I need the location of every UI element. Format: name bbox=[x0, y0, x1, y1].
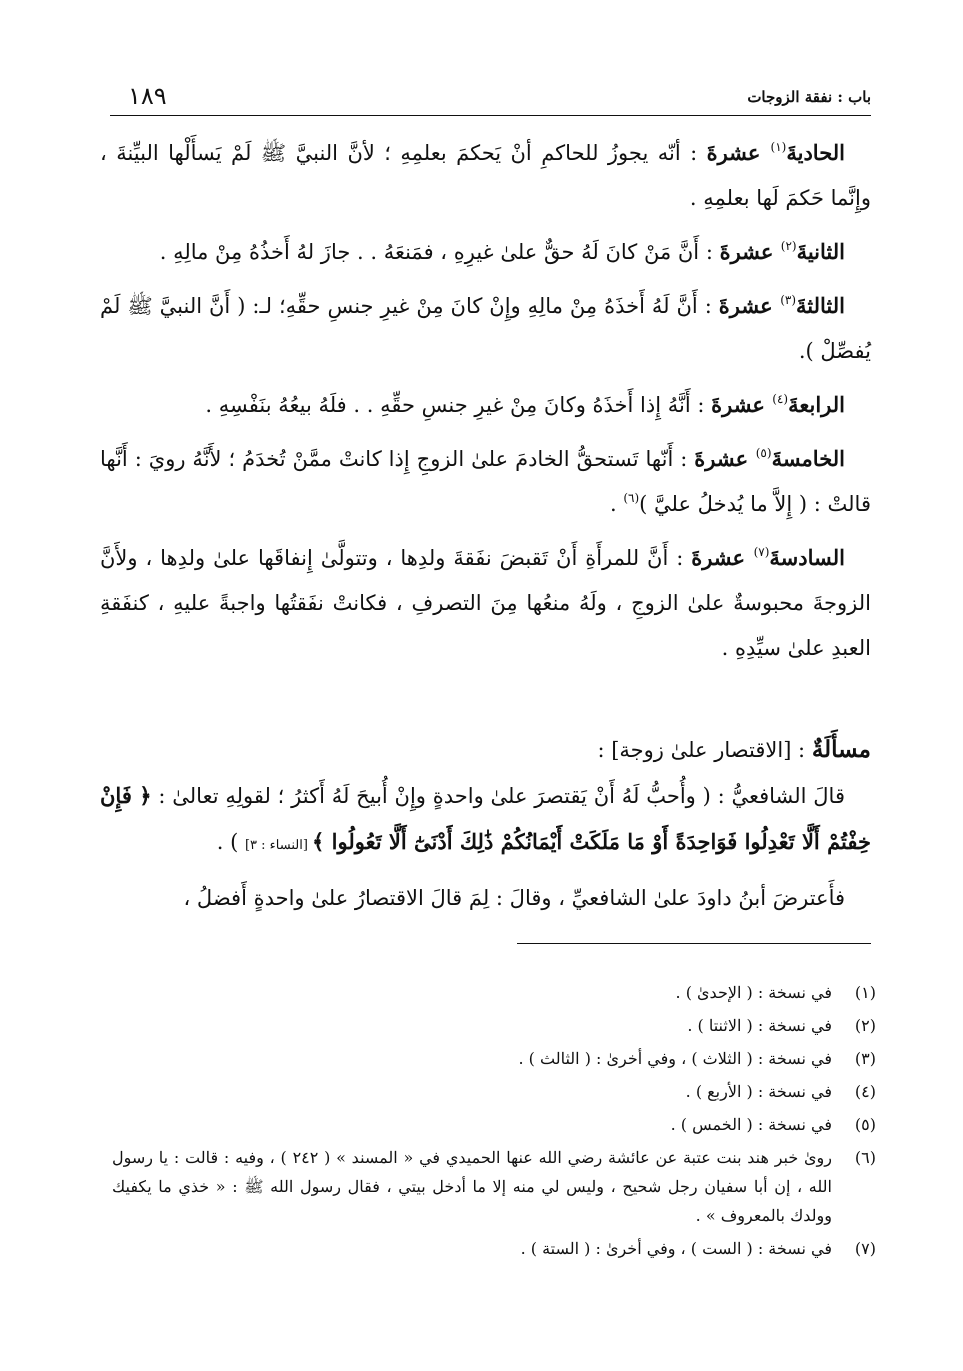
paragraph-text: : أنّه يجوزُ للحاكمِ أنْ يَحكمَ بعلمِهِ ؛ لأنَّ النبيَّ ﷺ لَمْ يَسأَلْها البيِّنةَ ، وإِنَّما حَكمَ لَها بعلمِهِ . bbox=[100, 141, 871, 210]
footnote-text: روىٰ خبر هند بنت عتبة عن عائشة رضي الله عنها الحميدي في « المسند » ( ٢٤٢ ) ، وفيه : قالت : يا رسول الله ، إن أبا سفيان رجل شحيح ، وليس لي منه إلا ما أدخل بيتي ، فقال رسول الله ﷺ : « خذي ما يكفيك وولدك بالمعروف » . bbox=[112, 1148, 832, 1225]
objection-paragraph bbox=[100, 876, 871, 921]
footnote-3 bbox=[112, 1044, 876, 1073]
masala-heading bbox=[100, 727, 871, 773]
paragraph-text: : أَنَّ لَهُ أَخذَهُ مِنْ مالِهِ وإِنْ كانَ مِنْ غيرِ جنسِ حقِّهِ؛ لـ: ( أَنَّ النبيَّ ﷺ لَمْ يُفصِّلْ ). bbox=[100, 294, 871, 363]
footnote-7 bbox=[112, 1234, 876, 1263]
footnote-1 bbox=[112, 978, 876, 1007]
footnote-number: (٧) bbox=[854, 1239, 876, 1258]
paragraph-lead-ashara: عشرةَ bbox=[719, 239, 781, 264]
paragraph-lead: الخامسةَ bbox=[771, 446, 845, 471]
paragraph-text: : أَنَّ للمرأَةِ أَنْ تَقبضَ نفَقةَ ولدِها ، وتتولَّىٰ إِنفاقَها علىٰ ولدِها ، ولأَنَّ الزوجةَ محبوسةٌ علىٰ الزوجِ ، ولَهُ منعُها مِنَ التصرفِ ، فكانتْ نفَقتُها واجبةً عليهِ ، كنفَقةِ العبدِ علىٰ سيِّدِهِ . bbox=[100, 546, 871, 660]
footnote-marker[interactable]: (٦) bbox=[623, 491, 640, 505]
paragraph-lead: الحاديةَ bbox=[786, 140, 845, 165]
paragraph-text: : أَنَّهُ إِذا أَخذَهُ وكانَ مِنْ غيرِ جنسِ حقِّهِ . . فلَهُ بيعُهُ بنَفْسِهِ . bbox=[205, 393, 712, 417]
page-header bbox=[110, 78, 871, 116]
objection-text: فأَعترضَ أبنُ داودَ علىٰ الشافعيِّ ، وقالَ : لِمَ قالَ الاقتصارُ علىٰ واحدةٍ أَفضلُ ، bbox=[183, 886, 845, 910]
paragraph-lead-ashara: عشرةَ bbox=[691, 545, 754, 570]
footnote-text: في نسخة : ( الأربع ) . bbox=[685, 1082, 832, 1101]
footnote-number: (١) bbox=[854, 983, 876, 1002]
shafii-tail: ) . bbox=[216, 830, 245, 854]
footnote-marker[interactable]: (٥) bbox=[755, 446, 772, 460]
footnote-marker[interactable]: (٧) bbox=[753, 545, 770, 559]
paragraph-15 bbox=[100, 436, 871, 527]
footnote-marker[interactable]: (٢) bbox=[780, 239, 797, 253]
verse-reference: [النساء : ٣] bbox=[244, 838, 313, 853]
footnotes bbox=[112, 978, 876, 1267]
paragraph-lead-ashara: عشرةَ bbox=[718, 293, 781, 318]
masala-title: : [الاقتصار علىٰ زوجة] : bbox=[597, 738, 812, 762]
footnote-number: (٥) bbox=[854, 1115, 876, 1134]
footnote-number: (٤) bbox=[854, 1082, 876, 1101]
quran-verse: ﴿ فَإِنْ خِفْتُمْ أَلَّا تَعْدِلُوا فَوَاحِدَةً أَوْ مَا مَلَكَتْ أَيْمَانُكُمْ ذَٰلِكَ أَدْنَىٰٓ أَلَّا تَعُولُوا ﴾ bbox=[100, 783, 871, 854]
footnote-text: في نسخة : ( الإحدىٰ ) . bbox=[675, 983, 832, 1002]
footnote-number: (٦) bbox=[854, 1148, 876, 1167]
footnote-marker[interactable]: (٣) bbox=[780, 293, 797, 307]
page-number: ١٨٩ bbox=[128, 82, 167, 110]
footnote-number: (٣) bbox=[854, 1049, 876, 1068]
paragraph-lead-ashara: عشرةَ bbox=[706, 140, 771, 165]
footnote-2 bbox=[112, 1011, 876, 1040]
footnote-text: في نسخة : ( الثلاث ) ، وفي أخرىٰ : ( الثالث ) . bbox=[518, 1049, 832, 1068]
running-title: باب : نفقة الزوجات bbox=[747, 88, 871, 106]
main-text bbox=[100, 130, 871, 929]
paragraph-12 bbox=[100, 229, 871, 275]
masala-label: مسأَلَةٌ bbox=[811, 736, 871, 763]
paragraph-lead: السادسةَ bbox=[769, 545, 845, 570]
header-rule bbox=[110, 115, 871, 116]
paragraph-13 bbox=[100, 283, 871, 374]
paragraph-lead-ashara: عشرةَ bbox=[711, 392, 773, 417]
shafii-text: قالَ الشافعيُّ : ( وأُحبُّ لَهُ أَنْ يَقتصرَ علىٰ واحدةٍ وإِنْ أُبيحَ لَهُ أَكثرُ ؛ لقولِهِ تعالىٰ : bbox=[151, 784, 845, 808]
footnote-marker[interactable]: (١) bbox=[770, 140, 787, 154]
paragraph-lead: الثالثةَ bbox=[796, 293, 845, 318]
footnote-number: (٢) bbox=[854, 1016, 876, 1035]
paragraph-lead-ashara: عشرةَ bbox=[694, 446, 756, 471]
paragraph-text: : أَنّها تَستحقُّ الخادمَ علىٰ الزوجِ إِذا كانتْ ممَّنْ تُخدَمُ ؛ لأَنَّهُ رويَ : أَنَّها قالتْ : ( إِلاَّ ما يُدخلُ عليَّ ) bbox=[100, 447, 871, 516]
paragraph-14 bbox=[100, 382, 871, 428]
footnote-5 bbox=[112, 1110, 876, 1139]
shafii-paragraph bbox=[100, 773, 871, 868]
paragraph-text: : أَنَّ مَنْ كانَ لَهُ حقٌّ علىٰ غيرِهِ ، فمَنعَهُ . . جازَ لهُ أَخذُهُ مِنْ مالِهِ . bbox=[159, 240, 720, 264]
footnote-text: في نسخة : ( الست ) ، وفي أخرىٰ : ( الستة ) . bbox=[520, 1239, 832, 1258]
footnote-marker[interactable]: (٤) bbox=[772, 392, 789, 406]
paragraph-11 bbox=[100, 130, 871, 221]
footnote-text: في نسخة : ( الخمس ) . bbox=[670, 1115, 832, 1134]
footnote-4 bbox=[112, 1077, 876, 1106]
paragraph-lead: الرابعةَ bbox=[788, 392, 845, 417]
footnote-separator bbox=[517, 943, 871, 944]
paragraph-16 bbox=[100, 535, 871, 671]
paragraph-tail: . bbox=[609, 492, 624, 516]
footnote-6 bbox=[112, 1143, 876, 1230]
footnote-text: في نسخة : ( الاثنتا ) . bbox=[687, 1016, 832, 1035]
paragraph-lead: الثانيةَ bbox=[796, 239, 845, 264]
